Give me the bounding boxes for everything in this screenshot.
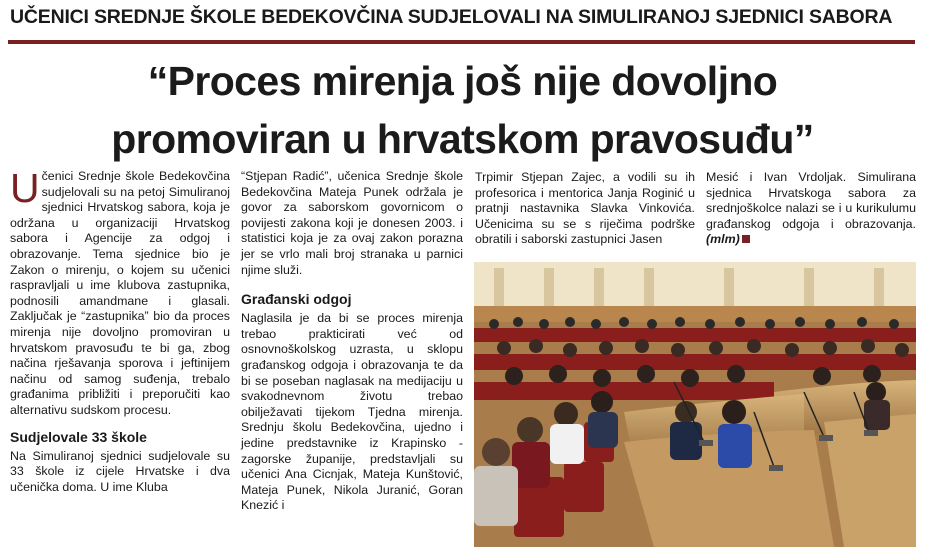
paragraph: Naglasila je da bi se proces mirenja trebao prakticirati već od osnovnoškolskog uzrasta, u sklopu građanskog odgoja i obrazovanja te da bi se poseban naglasak na medijaciju u svakodnevnom životu trebao obilježavati tijekom Tjedna mirenja. Srednju školu Bedekovčina, ujedno i jedine predstavnike iz Krapinsko - zagorske županije, predstavljali su učenici Ana Cicnjak, Mateja Kunštović, Mateja Punek, Nikola Juranić, Goran Knezić i [241, 311, 463, 513]
text-column-4 [706, 170, 916, 248]
text-column-3 [475, 170, 695, 248]
parliament-session-photo [474, 262, 916, 547]
text-column-1 [10, 165, 230, 495]
paragraph: Na Simuliranoj sjednici sudjelovale su 33 škole iz cijele Hrvatske i dva učenička doma. U ime Kluba [10, 448, 230, 494]
photo-illustration [474, 262, 916, 547]
subheading-schools: Sudjelovale 33 škole [10, 428, 147, 445]
end-mark [742, 235, 750, 243]
paragraph: Trpimir Stjepan Zajec, a vodili su ih profesorica i mentorica Janja Roginić u pratnji nastavnika Slavka Vinkovića. Učenicima su se s riječima podrške obratili i saborski zastupnici Jasen [475, 170, 695, 247]
text-column-2 [241, 169, 463, 514]
author-byline: (mlm) [706, 232, 740, 247]
paragraph: “Stjepan Radić”, učenica Srednje škole Bedekovčina Mateja Punek održala je govor za saborskom govornicom o povijesti zakona koji je donesen 2003. i statistici koja je za ovaj zakon porazna jer se vrlo mali broj stranaka u parnici njime služi. [241, 169, 463, 277]
lead-paragraph-text: čenici Srednje škole Bedekovčina sudjelovali su na petoj Simuliranoj sjednici Hrvatskog sabora, koja je održana u organizaciji Hrvatskog sabora i Agencije za odgoj i obrazovanje. Tema sjednice bio je Zakon o mirenju, o kojem su učenici raspravljali u ime klubova zastupnika, podnosili amandmane i glasali. Zaključak je “zastupnika” bio da proces mirenja nije dovoljno promoviran u hrvatskom pravosuđu te bi ga, zbog načina rješavanja sporova i jeftinijem načinu od samog suđenja, trebalo građanima približiti i preporučiti kao alternativu sudskom procesu. [10, 169, 230, 417]
article-kicker: UČENICI SREDNJE ŠKOLE BEDEKOVČINA SUDJELOVALI NA SIMULIRANOJ SJEDNICI SABORA [10, 6, 893, 28]
article-headline [10, 52, 915, 168]
headline-line-2: promoviran u hrvatskom pravosuđu” [111, 116, 814, 162]
lead-paragraph [10, 165, 230, 419]
kicker-divider [8, 40, 915, 44]
paragraph [706, 170, 916, 248]
subheading-civic-education: Građanski odgoj [241, 291, 352, 308]
drop-cap: U [10, 165, 40, 211]
headline-line-1: “Proces mirenja još nije dovoljno [147, 58, 778, 104]
paragraph-text: Mesić i Ivan Vrdoljak. Simulirana sjednica Hrvatskoga sabora za srednjoškolce nalazi se i u kurikulumu građanskog odgoja i obrazovanja. [706, 170, 916, 231]
